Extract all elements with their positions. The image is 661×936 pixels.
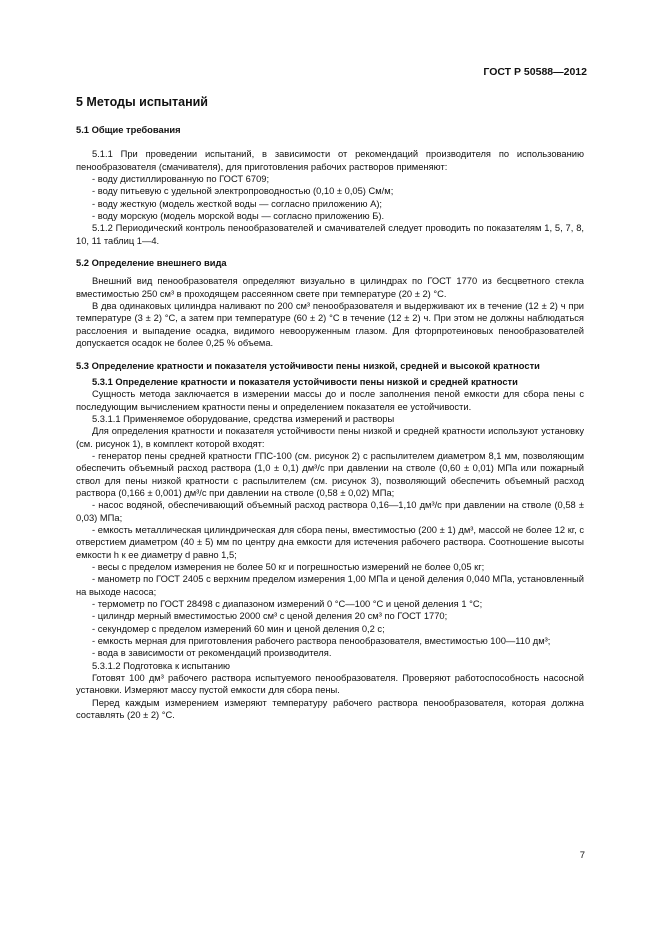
paragraph-5-1-2: 5.1.2 Периодический контроль пенообразователей и смачивателей следует проводить по показателям 1, 5, 7, 8, 10, 11 таблиц 1—4.	[76, 223, 584, 246]
content-body	[76, 95, 584, 721]
list-item: - емкость металлическая цилиндрическая для сбора пены, вместимостью (200 ± 1) дм³, массой не более 12 кг, с отверстием диаметром (40 ± 5) мм по центру дна емкости для истечения рабочего раствора. Соотношение высоты емкости h к ее диаметру d равно 1,5;	[76, 524, 584, 560]
list-item: - секундомер с пределом измерений 60 мин и ценой деления 0,2 с;	[92, 623, 385, 634]
list-item: - воду дистиллированную по ГОСТ 6709;	[92, 174, 270, 185]
list-item: - генератор пены средней кратности ГПС-100 (см. рисунок 2) с распылителем диаметром 8,1 мм, позволяющим обеспечить объемный расход раствора (1,0 ± 0,1) дм³/с при давлении на стволе (0,60 ± 0,01) МПа или пожарный ствол для пены низкой кратности с распылителем (см. рисунок 3), позволяющий обеспечить объемный расход раствора (0,166 ± 0,001) дм³/с при давлении на стволе (0,58 ± 0,02) МПа;	[76, 450, 584, 498]
list-item: - емкость мерная для приготовления рабочего раствора пенообразователя, вместимостью 100—110 дм³;	[92, 636, 551, 647]
subsection-5-3-1-title: 5.3.1 Определение кратности и показателя устойчивости пены низкой и средней кратности	[92, 376, 518, 387]
paragraph-method-essence: Сущность метода заключается в измерении массы до и после заполнения пеной емкости для сбора пены с последующим вычислением кратности пены и определением показателя ее устойчивости.	[76, 389, 584, 412]
document-id-header: ГОСТ Р 50588—2012	[483, 66, 587, 78]
paragraph-5-3-1-2: 5.3.1.2 Подготовка к испытанию	[92, 660, 231, 671]
list-item: - воду жесткую (модель жесткой воды — согласно приложению А);	[92, 198, 383, 209]
section-title: 5 Методы испытаний	[76, 95, 208, 109]
list-item: - насос водяной, обеспечивающий объемный расход раствора 0,16—1,10 дм³/с при давлении на стволе (0,58 ± 0,03) МПа;	[76, 500, 584, 523]
paragraph-preparation-1: Готовят 100 дм³ рабочего раствора испытуемого пенообразователя. Проверяют работоспособность насосной установки. Измеряют массу пустой емкости для сбора пены.	[76, 673, 584, 696]
subsection-5-2-title: 5.2 Определение внешнего вида	[76, 258, 227, 269]
list-item: - манометр по ГОСТ 2405 с верхним пределом измерения 1,00 МПа и ценой деления 0,040 МПа, установленный на выходе насоса;	[76, 574, 584, 597]
list-item: - воду морскую (модель морской воды — согласно приложению Б).	[92, 211, 385, 222]
paragraph-preparation-2: Перед каждым измерением измеряют температуру рабочего раствора пенообразователя, которая должна составлять (20 ± 2) °С.	[76, 697, 584, 721]
list-item: - весы с пределом измерения не более 50 кг и погрешностью измерений не более 0,05 кг;	[92, 562, 485, 572]
page-number: 7	[579, 850, 585, 861]
list-item: - вода в зависимости от рекомендаций производителя.	[92, 648, 332, 659]
subsection-5-1-title: 5.1 Общие требования	[76, 125, 181, 135]
paragraph-setup: Для определения кратности и показателя устойчивости пены низкой и средней кратности используют установку (см. рисунок 1), в комплект которой входят:	[76, 426, 584, 449]
subsection-5-3-title: 5.3 Определение кратности и показателя устойчивости пены низкой, средней и высокой кратности	[76, 360, 540, 371]
list-item: - воду питьевую с удельной электропроводностью (0,10 ± 0,05) См/м;	[92, 186, 394, 197]
list-item: - термометр по ГОСТ 28498 с диапазоном измерений 0 °С—100 °С и ценой деления 1 °С;	[92, 599, 483, 610]
paragraph-5-2-appearance: Внешний вид пенообразователя определяют визуально в цилиндрах по ГОСТ 1770 из бесцветного стекла вместимостью 250 см³ в проходящем рассеянном свете при температуре (20 ± 2) °С.	[76, 276, 584, 299]
list-item: - цилиндр мерный вместимостью 2000 см³ с ценой деления 20 см³ по ГОСТ 1770;	[92, 611, 448, 622]
paragraph-5-1-1: 5.1.1 При проведении испытаний, в зависимости от рекомендаций производителя по использованию пенообразователя (смачивателя), для приготовления рабочих растворов применяют:	[76, 149, 584, 172]
paragraph-5-3-1-1: 5.3.1.1 Применяемое оборудование, средства измерений и растворы	[92, 413, 395, 424]
paragraph-5-2-cylinders: В два одинаковых цилиндра наливают по 200 см³ пенообразователя и выдерживают их в течение (12 ± 2) ч при температуре (3 ± 2) °С, а затем при температуре (60 ± 2) °С в течение (12 ± 2) ч. При этом не должны наблюдаться расслоения и выпадение осадка, видимого невооруженным глазом. Для фторпротеиновых пенообразователей допускается осадок не более 0,25 % объема.	[76, 301, 584, 349]
